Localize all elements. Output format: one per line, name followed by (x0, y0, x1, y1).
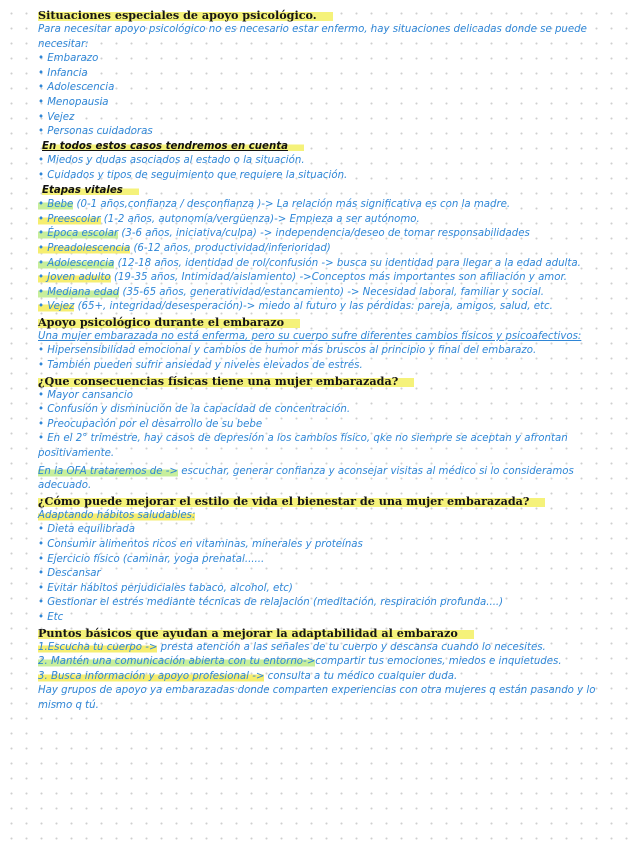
closing-text: Hay grupos de apoyo ya embarazadas donde comparten experiencias con otra mujeres q están pasando y lo mismo q tú. (38, 685, 596, 711)
list-item: • Dieta equilibrada (38, 524, 135, 536)
stage-item: • Preadolescencia (6-12 años, productividad/inferioridad) (38, 242, 331, 254)
point-item: 3. Busca información y apoyo profesional -> consulta a tu médico cualquier duda. (38, 670, 458, 682)
section-title-lifestyle: ¿Cómo puede mejorar el estilo de vida el bienestar de una mujer embarazada? (38, 494, 623, 509)
list-item: • Infancia (38, 67, 88, 79)
section-title-pregnancy-support: Apoyo psicológico durante el embarazo (38, 315, 623, 330)
list-item: • En el 2° trimestre, hay casos de depresión a los cambios físico, qke no siempre se aceptan y afrontan positivamente. (38, 433, 568, 460)
list-item: • Mayor cansancio (38, 389, 133, 401)
list-item: • Descansar (38, 568, 101, 580)
point-item: 2. Mantén una comunicación abierta con tu entorno->compartir tus emociones, miedos e inquietudes. (38, 656, 562, 668)
subtitle-habits: Adaptando hábitos saludables: (38, 509, 196, 521)
stage-item: • Adolescencia (12-18 años, identidad de rol/confusión -> busca su identidad para llegar a la edad adulta. (38, 257, 581, 269)
subtitle-cases: En todos estos casos tendremos en cuenta (38, 140, 623, 155)
list-item: • Evitar hábitos perjudiciales tabaco, alcohol, etc) (38, 582, 293, 594)
section-title-basic-points: Puntos básicos que ayudan a mejorar la adaptabilidad al embarazo (38, 626, 623, 641)
list-item: • Cuidados y tipos de seguimiento que requiere la situación. (38, 169, 348, 181)
list-item: • Ejercicio físico (caminar, yoga prenatal...... (38, 553, 265, 565)
list-item: • Etc (38, 611, 64, 623)
list-item: • Vejez (38, 111, 75, 123)
note-page (38, 8, 623, 714)
stage-item: • Joven adulto (19-35 años, Intimidad/aislamiento) ->Conceptos más importantes son afiliación y amor. (38, 272, 567, 284)
list-item: • Confusión y disminución de la capacidad de concentración. (38, 404, 351, 416)
section-title-special-situations: Situaciones especiales de apoyo psicológico. (38, 8, 623, 23)
body-text: Una mujer embarazada no está enferma, pero su cuerpo sufre diferentes cambios físicos y psicoafectivos: (38, 330, 582, 342)
subtitle-stages: Etapas vitales (38, 184, 623, 199)
intro-text: Para necesitar apoyo psicológico no es necesario estar enfermo, hay situaciones delicadas donde se puede necesitar: (38, 24, 587, 50)
list-item: • También pueden sufrir ansiedad y niveles elevados de estrés. (38, 360, 363, 372)
list-item: • Gestionar el estrés mediante técnicas de relajación (meditación, respiración profunda....) (38, 597, 504, 609)
section-title-consequences: ¿Que consecuencias físicas tiene una mujer embarazada? (38, 374, 623, 389)
list-item: • Miedos y dudas asociados al estado o la situación. (38, 155, 305, 167)
list-item: • Consumir alimentos ricos en vitaminas, minerales y proteínas (38, 539, 363, 550)
ofa-text: En la OFA trataremos de -> escuchar, generar confianza y aconsejar visitas al médico si lo consideramos adecuado. (38, 465, 574, 492)
stage-item: • Bebe (0-1 años,confianza / desconfianza )-> La relación más significativa es con la madre. (38, 199, 511, 211)
stage-item: • Mediana edad (35-65 años, generatividad/estancamiento) -> Necesidad laboral, familiar y social. (38, 286, 544, 298)
stage-item: • Preescolar (1-2 años, autonomía/vergüenza)-> Empieza a ser autónomo. (38, 213, 420, 225)
list-item: • Preocupación por el desarrollo de su bebe (38, 418, 263, 430)
stage-item: • Vejez (65+, integridad/desesperación)-> miedo al futuro y las pérdidas: pareja, amigos, salud, etc. (38, 301, 553, 313)
list-item: • Menopausia (38, 96, 109, 108)
list-item: • Embarazo (38, 53, 99, 65)
list-item: • Hipersensibilidad emocional y cambios de humor más bruscos al principio y final del embarazo. (38, 345, 537, 357)
list-item: • Adolescencia (38, 82, 115, 94)
stage-item: • Época escolar (3-6 años, iniciativa/culpa) -> independencia/deseo de tomar responsabilidades (38, 228, 530, 240)
point-item: 1.Escucha tu cuerpo -> presta atención a las señales de tu cuerpo y descansa cuando lo necesites. (38, 641, 546, 653)
list-item: • Personas cuidadoras (38, 126, 153, 138)
